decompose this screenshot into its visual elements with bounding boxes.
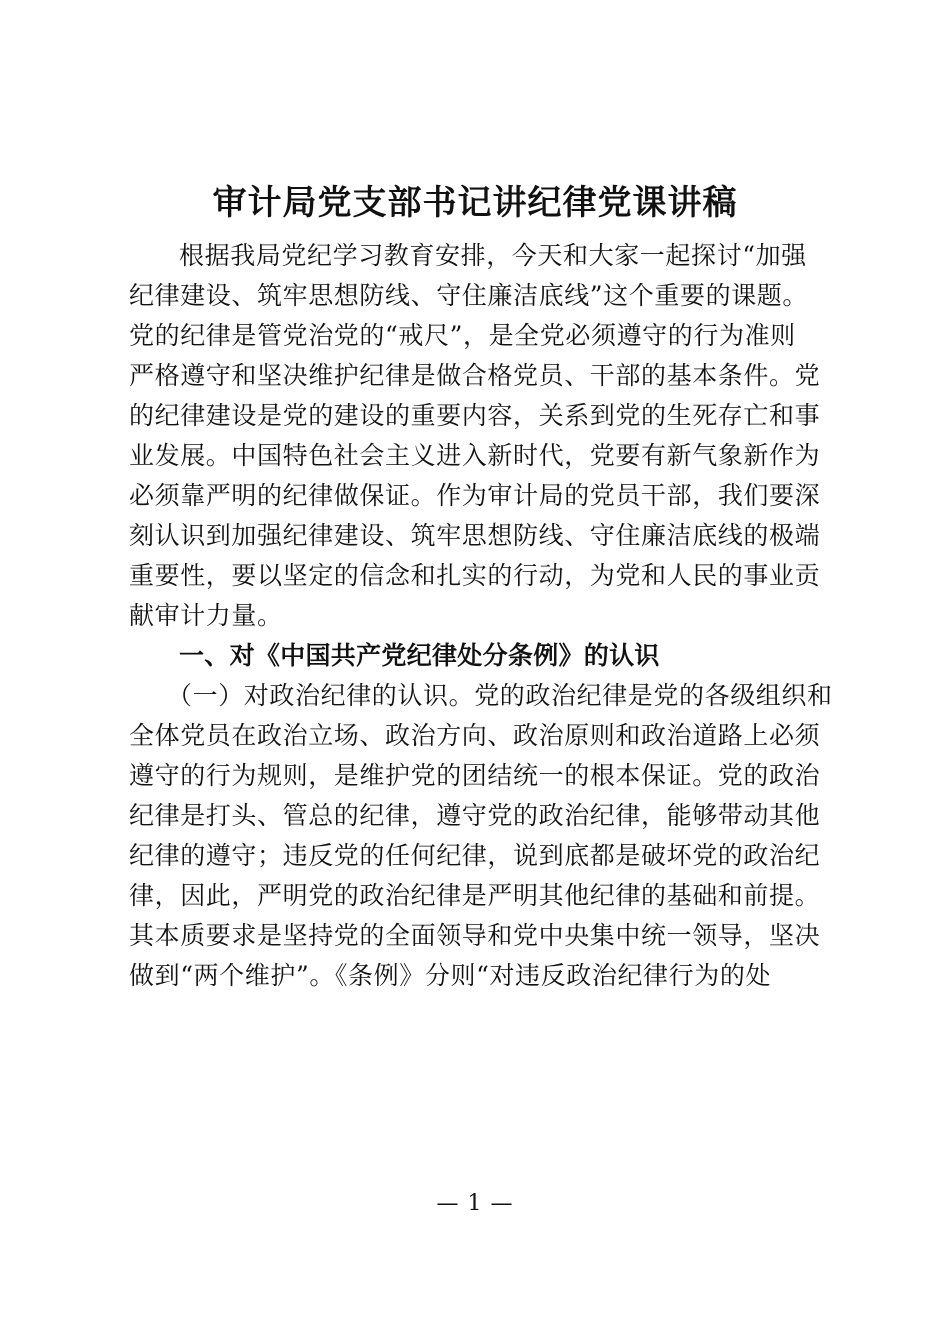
- page-number: — 1 —: [436, 1191, 514, 1216]
- paragraph-line: 根据我局党纪学习教育安排，今天和大家一起探讨“加强: [179, 241, 807, 270]
- paragraph-line: 的纪律建设是党的建设的重要内容，关系到党的生死存亡和事: [129, 401, 821, 430]
- paragraph-line: 其本质要求是坚持党的全面领导和党中央集中统一领导，坚决: [129, 921, 821, 950]
- paragraph-line: 全体党员在政治立场、政治方向、政治原则和政治道路上必须: [129, 721, 821, 750]
- paragraph-line: 重要性，要以坚定的信念和扎实的行动，为党和人民的事业贡: [129, 561, 821, 590]
- paragraph-line: 刻认识到加强纪律建设、筑牢思想防线、守住廉洁底线的极端: [129, 521, 821, 550]
- paragraph-line: 业发展。中国特色社会主义进入新时代，党要有新气象新作为: [129, 441, 821, 470]
- political-discipline-paragraph: [129, 676, 844, 996]
- paragraph-line: 党的纪律是管党治党的“戒尺”，是全党必须遵守的行为准则: [129, 321, 796, 350]
- intro-paragraph: [129, 236, 844, 636]
- paragraph-line: 做到“两个维护”。《条例》分则“对违反政治纪律行为的处: [129, 961, 772, 990]
- document-title: 审计局党支部书记讲纪律党课讲稿: [212, 183, 738, 223]
- section-heading: 一、对《中国共产党纪律处分条例》的认识: [179, 641, 660, 670]
- paragraph-line: 遵守的行为规则，是维护党的团结统一的根本保证。党的政治: [129, 761, 821, 790]
- paragraph-line: 纪律是打头、管总的纪律，遵守党的政治纪律，能够带动其他: [129, 801, 821, 830]
- paragraph-line: 必须靠严明的纪律做保证。作为审计局的党员干部，我们要深: [129, 481, 821, 510]
- paragraph-line: 纪律建设、筑牢思想防线、守住廉洁底线”这个重要的课题。: [129, 281, 808, 310]
- paragraph-line: （一）对政治纪律的认识。党的政治纪律是党的各级组织和: [167, 681, 833, 710]
- paragraph-line: 律，因此，严明党的政治纪律是严明其他纪律的基础和前提。: [129, 881, 821, 910]
- paragraph-line: 严格遵守和坚决维护纪律是做合格党员、干部的基本条件。党: [129, 361, 821, 390]
- document-body: [129, 236, 844, 996]
- paragraph-line: 献审计力量。: [129, 601, 283, 630]
- paragraph-line: 纪律的遵守；违反党的任何纪律，说到底都是破坏党的政治纪: [129, 841, 821, 870]
